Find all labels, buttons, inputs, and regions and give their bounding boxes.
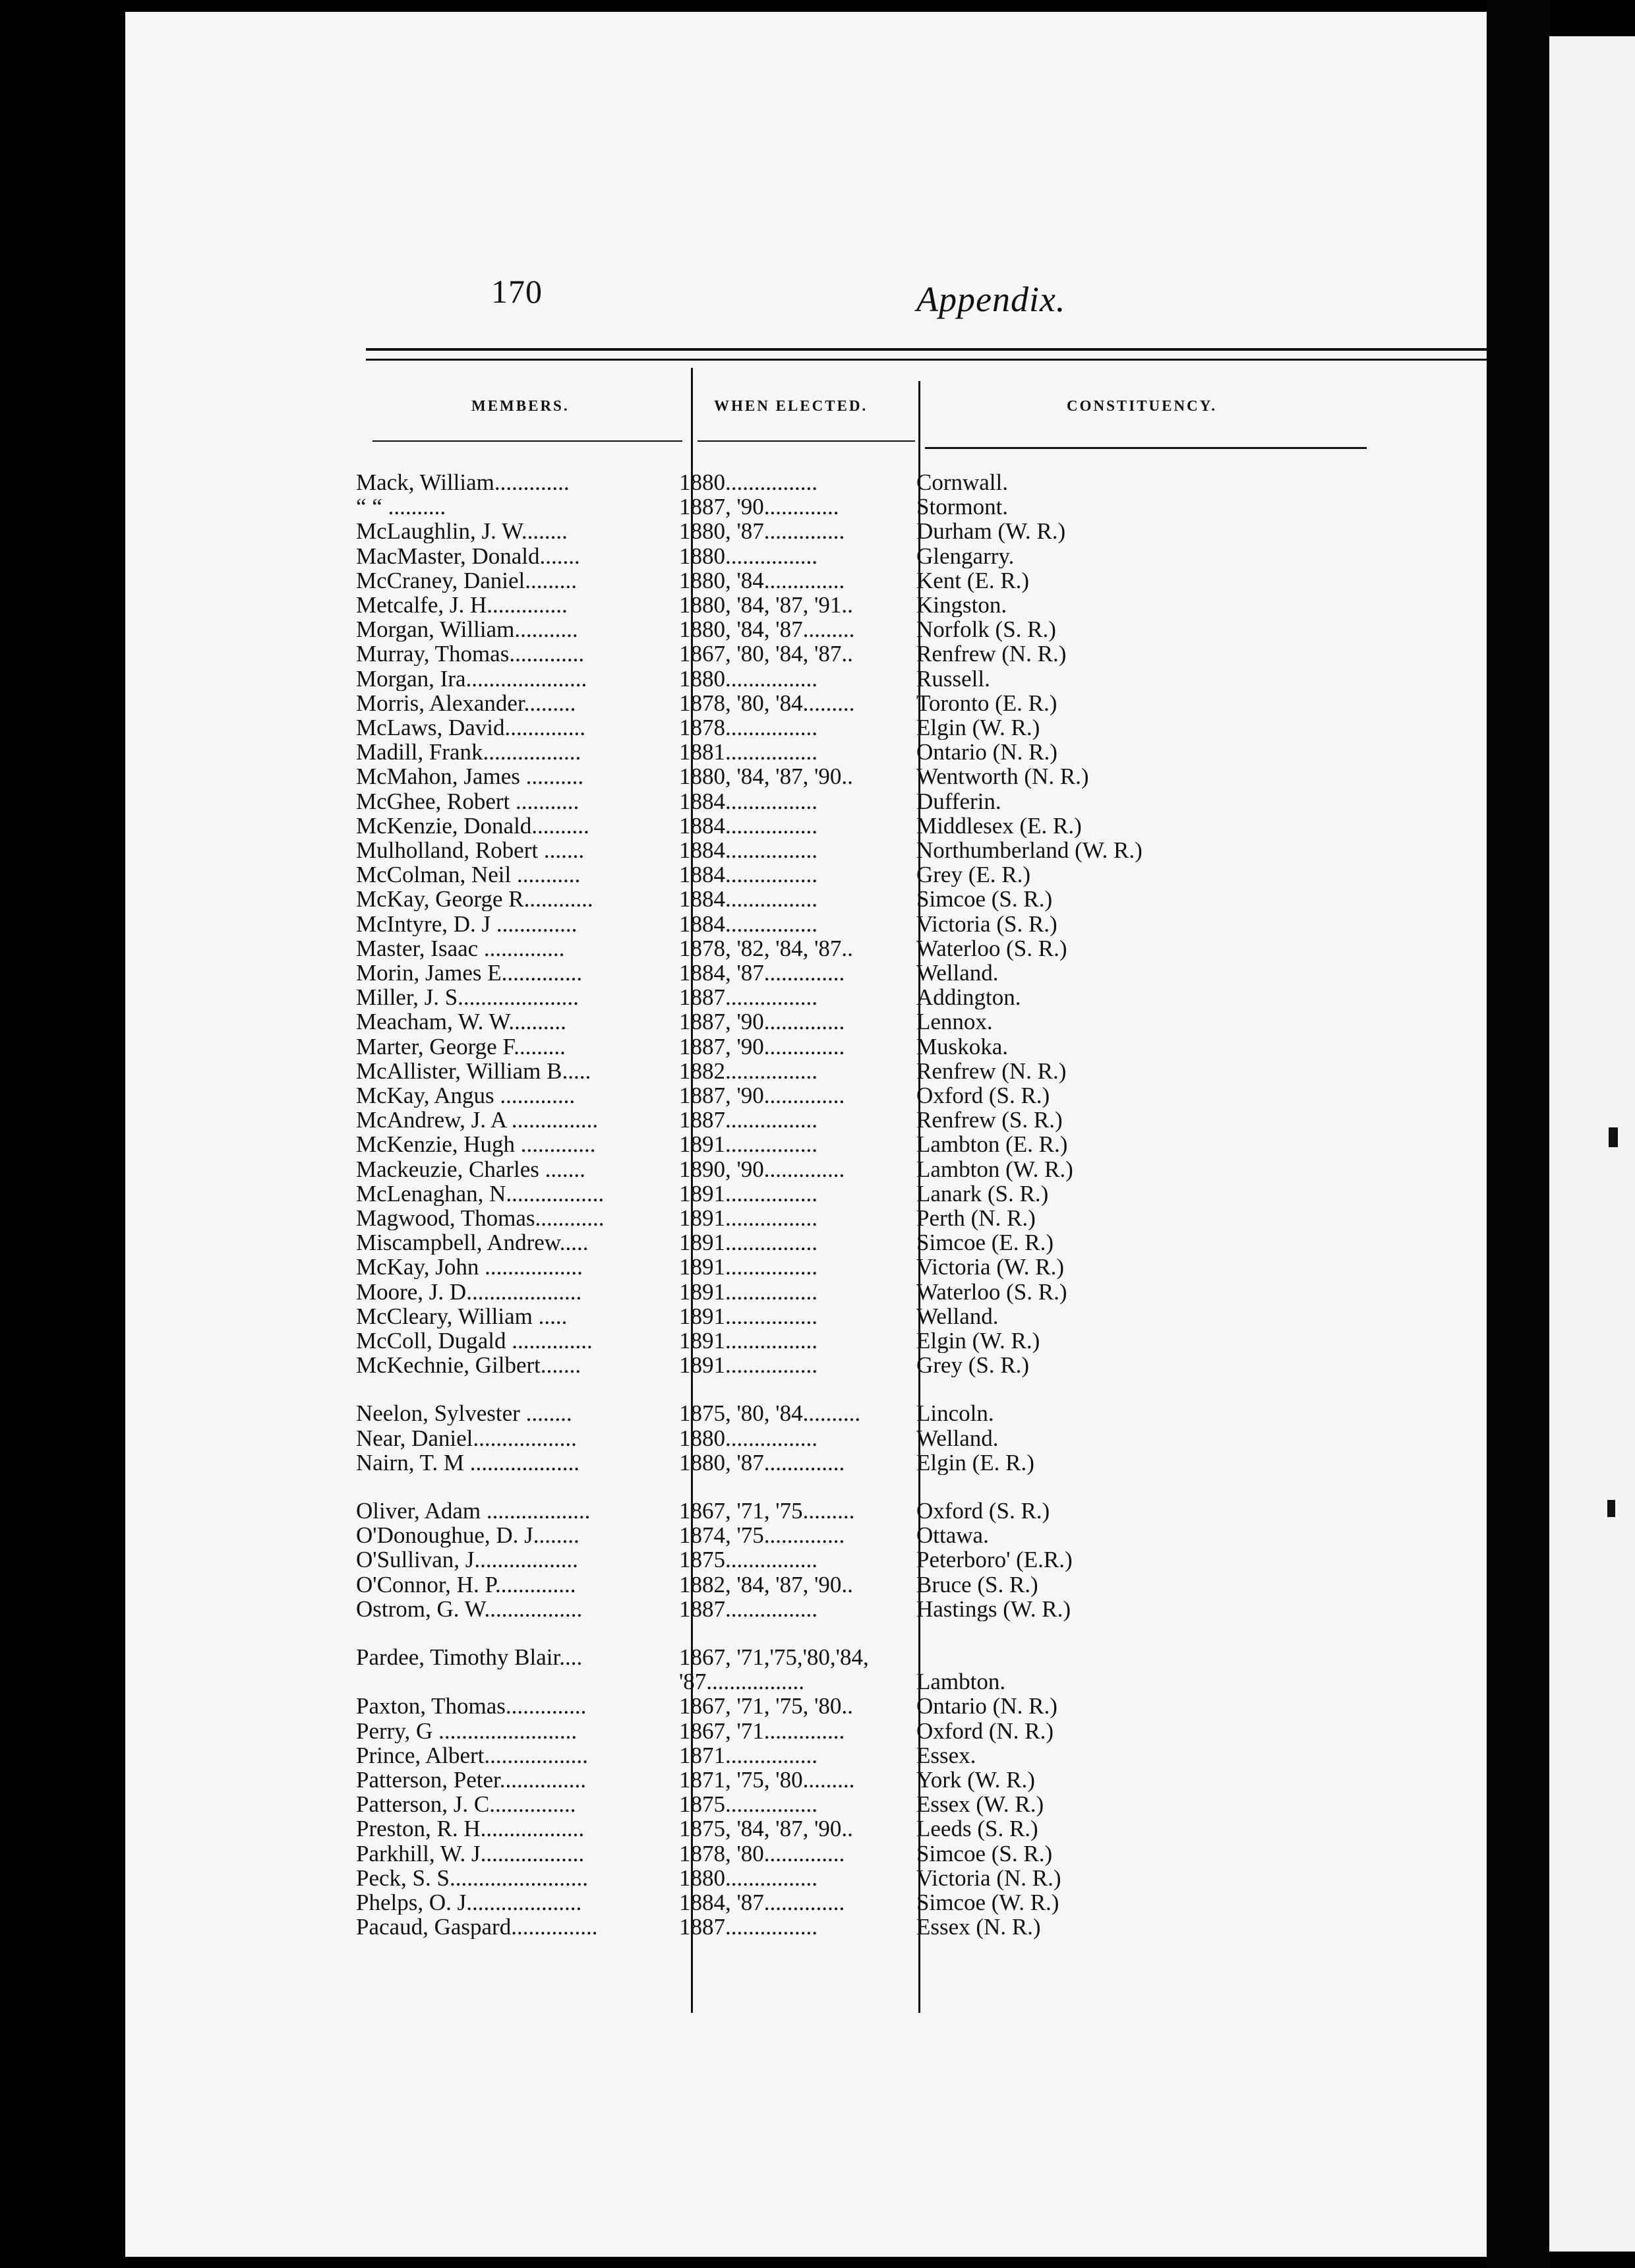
constituency-cell: Northumberland (W. R.): [916, 838, 1143, 862]
header-rule-members: [372, 440, 682, 442]
member-name-cell: Madill, Frank.................: [356, 740, 581, 765]
page: [125, 12, 1487, 2257]
when-elected-cell: 1884................: [679, 887, 818, 912]
table-row: [125, 764, 1487, 789]
when-elected-cell: 1884................: [679, 838, 818, 862]
top-double-rule-upper: [366, 348, 1493, 351]
constituency-cell: Muskoka.: [916, 1034, 1009, 1059]
table-row: [125, 667, 1487, 691]
margin-mark: [1609, 1127, 1618, 1147]
table-row: [125, 1841, 1487, 1866]
constituency-cell: Simcoe (W. R.): [916, 1890, 1059, 1915]
constituency-cell: Elgin (W. R.): [916, 715, 1040, 740]
constituency-cell: Welland.: [916, 1425, 999, 1450]
member-name-cell: Master, Isaac ..............: [356, 936, 565, 961]
member-name-cell: Prince, Albert..................: [356, 1743, 588, 1768]
table-row: [125, 715, 1487, 740]
table-row: [125, 1255, 1487, 1279]
table-row: [125, 1280, 1487, 1304]
table-row: [125, 1597, 1487, 1621]
when-elected-cell: 1880, '84, '87, '90..: [679, 764, 853, 789]
table-row: [125, 642, 1487, 666]
table-row: [125, 1669, 1487, 1694]
when-elected-cell: 1891................: [679, 1279, 818, 1304]
member-name-cell: O'Donoughue, D. J........: [356, 1523, 580, 1548]
when-elected-cell: 1878................: [679, 715, 818, 740]
when-elected-cell: 1880................: [679, 1425, 818, 1450]
table-row: [125, 1523, 1487, 1547]
table-row: [125, 912, 1487, 936]
constituency-cell: Glengarry.: [916, 543, 1015, 568]
member-name-cell: McLaughlin, J. W........: [356, 519, 568, 544]
constituency-cell: Ontario (N. R.): [916, 1694, 1057, 1719]
constituency-cell: Oxford (S. R.): [916, 1499, 1050, 1523]
member-name-cell: McAllister, William B.....: [356, 1058, 591, 1083]
constituency-cell: Hastings (W. R.): [916, 1596, 1071, 1621]
constituency-cell: Welland.: [916, 1303, 999, 1328]
when-elected-cell: 1867, '71,'75,'80,'84,: [679, 1645, 869, 1669]
when-elected-cell: '87.................: [679, 1669, 805, 1694]
member-name-cell: Morin, James E..............: [356, 961, 583, 985]
constituency-cell: Ottawa.: [916, 1523, 989, 1548]
when-elected-cell: 1875................: [679, 1792, 818, 1817]
when-elected-cell: 1887, '90..............: [679, 1009, 845, 1034]
constituency-cell: Oxford (N. R.): [916, 1718, 1054, 1743]
member-name-cell: Moore, J. D....................: [356, 1279, 582, 1304]
constituency-cell: Stormont.: [916, 494, 1009, 520]
constituency-cell: Lanark (S. R.): [916, 1181, 1049, 1206]
constituency-cell: Essex (N. R.): [916, 1915, 1041, 1940]
member-name-cell: McCraney, Daniel.........: [356, 568, 577, 593]
constituency-cell: Kingston.: [916, 593, 1007, 617]
member-name-cell: Marter, George F.........: [356, 1034, 566, 1059]
member-name-cell: Phelps, O. J....................: [356, 1890, 582, 1915]
table-row: [125, 887, 1487, 911]
constituency-cell: Essex.: [916, 1743, 976, 1768]
constituency-cell: Grey (E. R.): [916, 862, 1031, 887]
table-row: [125, 568, 1487, 593]
constituency-cell: Welland.: [916, 961, 999, 985]
member-name-cell: Murray, Thomas.............: [356, 642, 585, 667]
member-name-cell: Mulholland, Robert .......: [356, 838, 585, 862]
table-row: [125, 862, 1487, 887]
table-row: [125, 494, 1487, 519]
when-elected-cell: 1891................: [679, 1255, 818, 1280]
table-row: [125, 1230, 1487, 1255]
constituency-cell: Elgin (W. R.): [916, 1328, 1040, 1353]
header-rule-constituency: [925, 447, 1367, 449]
member-name-cell: Paxton, Thomas..............: [356, 1694, 587, 1719]
member-name-cell: McIntyre, D. J ..............: [356, 911, 578, 936]
when-elected-cell: 1867, '71, '75, '80..: [679, 1694, 853, 1719]
member-name-cell: Morris, Alexander.........: [356, 690, 576, 715]
when-elected-cell: 1871................: [679, 1743, 818, 1768]
binding-gutter: [1487, 0, 1549, 2268]
facing-page: [1549, 36, 1635, 2252]
member-name-cell: McKechnie, Gilbert.......: [356, 1353, 581, 1378]
when-elected-cell: 1880................: [679, 543, 818, 568]
member-name-cell: Morgan, William...........: [356, 617, 578, 642]
when-elected-cell: 1867, '71, '75.........: [679, 1499, 855, 1523]
table-row: [125, 1132, 1487, 1156]
constituency-cell: Victoria (S. R.): [916, 911, 1057, 936]
when-elected-cell: 1887, '90.............: [679, 494, 839, 520]
table-row: [125, 1816, 1487, 1841]
member-name-cell: Mackeuzie, Charles .......: [356, 1156, 585, 1181]
table-row: [125, 1915, 1487, 1939]
member-name-cell: McKay, George R............: [356, 887, 593, 912]
constituency-cell: Waterloo (S. R.): [916, 936, 1067, 961]
member-name-cell: O'Connor, H. P..............: [356, 1572, 576, 1597]
member-name-cell: McGhee, Robert ...........: [356, 789, 580, 814]
when-elected-cell: 1880................: [679, 470, 818, 494]
table-row: [125, 1304, 1487, 1328]
table-row: [125, 617, 1487, 642]
table-row: [125, 814, 1487, 838]
when-elected-cell: 1880................: [679, 666, 818, 691]
table-row: [125, 1181, 1487, 1206]
when-elected-cell: 1881................: [679, 740, 818, 765]
member-name-cell: Perry, G ........................: [356, 1718, 578, 1743]
table-row: [125, 691, 1487, 715]
constituency-cell: Renfrew (N. R.): [916, 1058, 1067, 1083]
top-double-rule-lower: [366, 359, 1493, 361]
constituency-cell: Grey (S. R.): [916, 1353, 1030, 1378]
member-name-cell: Peck, S. S........................: [356, 1865, 588, 1890]
when-elected-cell: 1882, '84, '87, '90..: [679, 1572, 853, 1597]
table-row: [125, 789, 1487, 814]
when-elected-cell: 1878, '82, '84, '87..: [679, 936, 853, 961]
member-name-cell: MacMaster, Donald.......: [356, 543, 580, 568]
when-elected-cell: 1878, '80, '84.........: [679, 690, 855, 715]
constituency-cell: Cornwall.: [916, 470, 1009, 494]
constituency-cell: Wentworth (N. R.): [916, 764, 1089, 789]
table-row: [125, 1328, 1487, 1353]
constituency-cell: Simcoe (S. R.): [916, 1841, 1053, 1866]
table-row: [125, 1694, 1487, 1718]
when-elected-cell: 1890, '90..............: [679, 1156, 845, 1181]
when-elected-cell: 1891................: [679, 1181, 818, 1206]
constituency-cell: Dufferin.: [916, 789, 1001, 814]
running-head: Appendix.: [916, 280, 1066, 319]
table-row: [125, 1108, 1487, 1132]
when-elected-cell: 1887................: [679, 1915, 818, 1940]
constituency-cell: Ontario (N. R.): [916, 740, 1057, 765]
member-name-cell: Preston, R. H..................: [356, 1816, 585, 1841]
when-elected-cell: 1875, '84, '87, '90..: [679, 1816, 853, 1841]
constituency-cell: York (W. R.): [916, 1768, 1035, 1792]
member-name-cell: Ostrom, G. W.................: [356, 1596, 583, 1621]
column-header-constituency: CONSTITUENCY.: [1067, 398, 1217, 414]
when-elected-cell: 1887................: [679, 985, 818, 1010]
when-elected-cell: 1875, '80, '84..........: [679, 1401, 861, 1426]
member-name-cell: McKenzie, Donald..........: [356, 813, 589, 838]
member-name-cell: Oliver, Adam ..................: [356, 1499, 591, 1523]
constituency-cell: Lambton (W. R.): [916, 1156, 1073, 1181]
margin-mark: [1607, 1500, 1615, 1517]
constituency-cell: Addington.: [916, 985, 1021, 1010]
member-name-cell: Neelon, Sylvester ........: [356, 1401, 572, 1426]
when-elected-cell: 1891................: [679, 1230, 818, 1255]
when-elected-cell: 1880, '87..............: [679, 1450, 845, 1475]
constituency-cell: Simcoe (S. R.): [916, 887, 1053, 912]
when-elected-cell: 1882................: [679, 1058, 818, 1083]
table-row: [125, 1792, 1487, 1816]
member-name-cell: “ “ ..........: [356, 494, 446, 520]
member-name-cell: Pacaud, Gaspard...............: [356, 1915, 598, 1940]
table-row: [125, 519, 1487, 543]
when-elected-cell: 1880................: [679, 1865, 818, 1890]
table-row: [125, 1059, 1487, 1083]
constituency-cell: Russell.: [916, 666, 990, 691]
member-name-cell: McKenzie, Hugh .............: [356, 1132, 596, 1157]
table-row: [125, 1401, 1487, 1425]
when-elected-cell: 1880, '84..............: [679, 568, 845, 593]
constituency-cell: Perth (N. R.): [916, 1206, 1036, 1230]
when-elected-cell: 1884, '87..............: [679, 1890, 845, 1915]
table-row: [125, 544, 1487, 568]
constituency-cell: Peterboro' (E.R.): [916, 1547, 1073, 1572]
constituency-cell: Norfolk (S. R.): [916, 617, 1056, 642]
when-elected-cell: 1887................: [679, 1596, 818, 1621]
member-name-cell: McKay, John .................: [356, 1255, 583, 1280]
table-row: [125, 936, 1487, 961]
member-name-cell: Miller, J. S.....................: [356, 985, 579, 1010]
member-name-cell: Pardee, Timothy Blair....: [356, 1645, 583, 1669]
member-name-cell: McMahon, James ..........: [356, 764, 584, 789]
table-row: [125, 1083, 1487, 1108]
member-name-cell: Near, Daniel..................: [356, 1425, 577, 1450]
when-elected-cell: 1880, '87..............: [679, 519, 845, 544]
when-elected-cell: 1874, '75..............: [679, 1523, 845, 1548]
member-name-cell: Morgan, Ira.....................: [356, 666, 587, 691]
when-elected-cell: 1867, '71..............: [679, 1718, 845, 1743]
constituency-cell: Lambton (E. R.): [916, 1132, 1068, 1157]
constituency-cell: Bruce (S. R.): [916, 1572, 1038, 1597]
when-elected-cell: 1880, '84, '87, '91..: [679, 593, 853, 617]
column-header-when-elected: WHEN ELECTED.: [714, 398, 868, 414]
member-name-cell: McKay, Angus .............: [356, 1083, 576, 1108]
constituency-cell: Renfrew (N. R.): [916, 642, 1067, 667]
member-name-cell: O'Sullivan, J..................: [356, 1547, 578, 1572]
table-row: [125, 1157, 1487, 1181]
table-row: [125, 985, 1487, 1009]
member-name-cell: Patterson, J. C...............: [356, 1792, 576, 1817]
when-elected-cell: 1891................: [679, 1328, 818, 1353]
member-name-cell: Magwood, Thomas............: [356, 1206, 605, 1230]
table-row: [125, 1206, 1487, 1230]
table-row: [125, 838, 1487, 862]
when-elected-cell: 1884, '87..............: [679, 961, 845, 985]
constituency-cell: Middlesex (E. R.): [916, 813, 1082, 838]
table-row: [125, 1645, 1487, 1669]
constituency-cell: Oxford (S. R.): [916, 1083, 1050, 1108]
table-row: [125, 1499, 1487, 1523]
when-elected-cell: 1884................: [679, 911, 818, 936]
table-row: [125, 740, 1487, 764]
constituency-cell: Lincoln.: [916, 1401, 994, 1426]
member-name-cell: McLaws, David..............: [356, 715, 586, 740]
member-name-cell: Patterson, Peter...............: [356, 1768, 586, 1792]
constituency-cell: Kent (E. R.): [916, 568, 1030, 593]
constituency-cell: Durham (W. R.): [916, 519, 1066, 544]
table-row: [125, 1719, 1487, 1743]
table-row: [125, 1768, 1487, 1792]
table-row: [125, 1743, 1487, 1768]
when-elected-cell: 1887................: [679, 1108, 818, 1133]
constituency-cell: Waterloo (S. R.): [916, 1279, 1067, 1304]
member-name-cell: McCleary, William .....: [356, 1303, 568, 1328]
header-rule-when: [698, 440, 915, 442]
member-name-cell: Nairn, T. M ...................: [356, 1450, 580, 1475]
when-elected-cell: 1891................: [679, 1206, 818, 1230]
when-elected-cell: 1880, '84, '87.........: [679, 617, 855, 642]
member-name-cell: Parkhill, W. J..................: [356, 1841, 585, 1866]
table-row: [125, 1572, 1487, 1597]
member-name-cell: Miscampbell, Andrew.....: [356, 1230, 589, 1255]
column-header-members: MEMBERS.: [471, 398, 570, 414]
when-elected-cell: 1891................: [679, 1353, 818, 1378]
table-row: [125, 1426, 1487, 1450]
table-row: [125, 1353, 1487, 1377]
member-name-cell: McAndrew, J. A ...............: [356, 1108, 599, 1133]
table-row: [125, 1890, 1487, 1915]
when-elected-cell: 1887, '90..............: [679, 1034, 845, 1059]
when-elected-cell: 1875................: [679, 1547, 818, 1572]
when-elected-cell: 1891................: [679, 1303, 818, 1328]
page-number: 170: [491, 273, 543, 310]
table-row: [125, 593, 1487, 617]
when-elected-cell: 1884................: [679, 813, 818, 838]
when-elected-cell: 1878, '80..............: [679, 1841, 845, 1866]
constituency-cell: Leeds (S. R.): [916, 1816, 1038, 1841]
table-row: [125, 1866, 1487, 1890]
constituency-cell: Simcoe (E. R.): [916, 1230, 1054, 1255]
constituency-cell: Elgin (E. R.): [916, 1450, 1034, 1475]
constituency-cell: Lambton.: [916, 1669, 1006, 1694]
table-row: [125, 1547, 1487, 1572]
when-elected-cell: 1887, '90..............: [679, 1083, 845, 1108]
table-row: [125, 1450, 1487, 1475]
member-name-cell: McColl, Dugald ..............: [356, 1328, 593, 1353]
constituency-cell: Lennox.: [916, 1009, 993, 1034]
table-row: [125, 470, 1487, 494]
member-name-cell: McLenaghan, N.................: [356, 1181, 605, 1206]
member-name-cell: McColman, Neil ...........: [356, 862, 581, 887]
member-name-cell: Mack, William.............: [356, 470, 570, 494]
member-name-cell: Metcalfe, J. H..............: [356, 593, 568, 617]
table-row: [125, 1034, 1487, 1059]
when-elected-cell: 1884................: [679, 789, 818, 814]
when-elected-cell: 1884................: [679, 862, 818, 887]
table-row: [125, 1009, 1487, 1034]
constituency-cell: Victoria (W. R.): [916, 1255, 1065, 1280]
when-elected-cell: 1871, '75, '80.........: [679, 1768, 855, 1792]
when-elected-cell: 1891................: [679, 1132, 818, 1157]
when-elected-cell: 1867, '80, '84, '87..: [679, 642, 853, 667]
constituency-cell: Victoria (N. R.): [916, 1865, 1061, 1890]
constituency-cell: Essex (W. R.): [916, 1792, 1044, 1817]
constituency-cell: Toronto (E. R.): [916, 690, 1057, 715]
member-name-cell: Meacham, W. W..........: [356, 1009, 566, 1034]
constituency-cell: Renfrew (S. R.): [916, 1108, 1063, 1133]
table-row: [125, 961, 1487, 985]
